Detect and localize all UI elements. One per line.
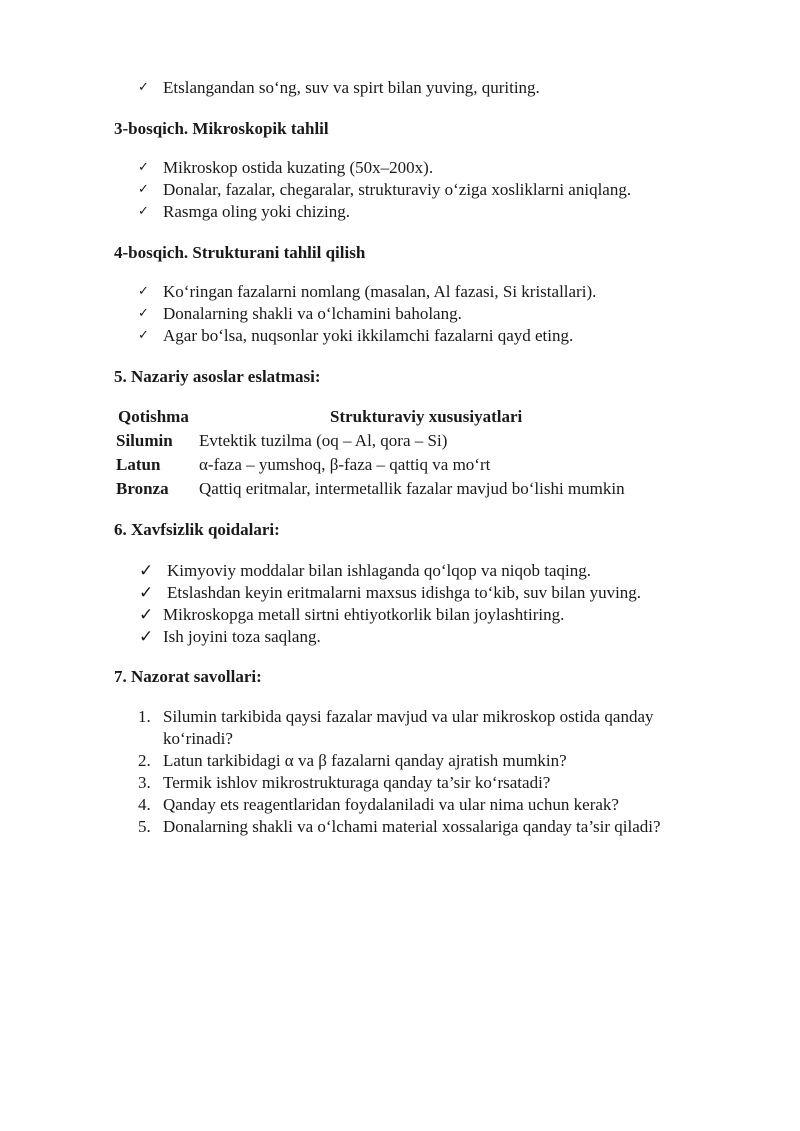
checkmark-icon: ✓	[138, 328, 149, 343]
checkmark-icon: ✓	[139, 605, 154, 625]
list-item: Etslashdan keyin eritmalarni maxsus idishga to‘kib, suv bilan yuving.	[167, 583, 642, 602]
section-heading-step4: 4-bosqich. Strukturani tahlil qilish	[114, 243, 366, 262]
question-number: 5.	[138, 817, 151, 836]
table-cell-structure: α-faza – yumshoq, β-faza – qattiq va mo‘rt	[199, 455, 491, 474]
question-text: Latun tarkibidagi α va β fazalarni qanday ajratish mumkin?	[163, 751, 567, 770]
list-item: Agar bo‘lsa, nuqsonlar yoki ikkilamchi fazalarni qayd eting.	[163, 326, 574, 345]
list-item: Donalarning shakli va o‘lchamini baholang.	[163, 304, 462, 323]
checkmark-icon: ✓	[138, 284, 149, 299]
checkmark-icon: ✓	[139, 583, 154, 603]
checkmark-icon: ✓	[138, 204, 149, 219]
table-cell-alloy: Bronza	[116, 479, 169, 498]
list-item: Ish joyini toza saqlang.	[163, 627, 321, 646]
section-heading-5: 5. Nazariy asoslar eslatmasi:	[114, 367, 321, 386]
list-item: Mikroskop ostida kuzating (50x–200x).	[163, 158, 434, 177]
list-item: Kimyoviy moddalar bilan ishlaganda qo‘lqop va niqob taqing.	[167, 561, 591, 580]
question-text: Donalarning shakli va o‘lchami material xossalariga qanday ta’sir qiladi?	[163, 817, 661, 836]
section-heading-step3: 3-bosqich. Mikroskopik tahlil	[114, 119, 329, 138]
table-cell-structure: Qattiq eritmalar, intermetallik fazalar mavjud bo‘lishi mumkin	[199, 479, 625, 498]
checkmark-icon: ✓	[138, 306, 149, 321]
question-number: 2.	[138, 751, 151, 770]
list-item: Rasmga oling yoki chizing.	[163, 202, 350, 221]
list-item: Donalar, fazalar, chegaralar, strukturaviy o‘ziga xosliklarni aniqlang.	[163, 180, 632, 199]
question-text: Termik ishlov mikrostrukturaga qanday ta’sir ko‘rsatadi?	[163, 773, 551, 792]
table-cell-alloy: Silumin	[116, 431, 173, 450]
checkmark-icon: ✓	[138, 160, 149, 175]
question-number: 4.	[138, 795, 151, 814]
checkmark-icon: ✓	[138, 182, 149, 197]
table-header-structure: Strukturaviy xususiyatlari	[330, 407, 523, 426]
question-text: Silumin tarkibida qaysi fazalar mavjud va ular mikroskop ostida qanday	[163, 707, 654, 726]
section-heading-7: 7. Nazorat savollari:	[114, 667, 262, 686]
question-number: 3.	[138, 773, 151, 792]
question-text: Qanday ets reagentlaridan foydalaniladi va ular nima uchun kerak?	[163, 795, 619, 814]
list-item: Ko‘ringan fazalarni nomlang (masalan, Al fazasi, Si kristallari).	[163, 282, 597, 301]
checkmark-icon: ✓	[139, 561, 154, 581]
table-cell-structure: Evtektik tuzilma (oq – Al, qora – Si)	[199, 431, 448, 450]
table-cell-alloy: Latun	[116, 455, 161, 474]
question-number: 1.	[138, 707, 151, 726]
table-header-alloy: Qotishma	[118, 407, 189, 426]
checkmark-icon: ✓	[138, 80, 149, 95]
list-item: Mikroskopga metall sirtni ehtiyotkorlik bilan joylashtiring.	[163, 605, 565, 624]
checkmark-icon: ✓	[139, 627, 154, 647]
section-heading-6: 6. Xavfsizlik qoidalari:	[114, 520, 280, 539]
list-item: Etslangandan so‘ng, suv va spirt bilan yuving, quriting.	[163, 78, 540, 97]
question-text-continued: ko‘rinadi?	[163, 729, 233, 748]
